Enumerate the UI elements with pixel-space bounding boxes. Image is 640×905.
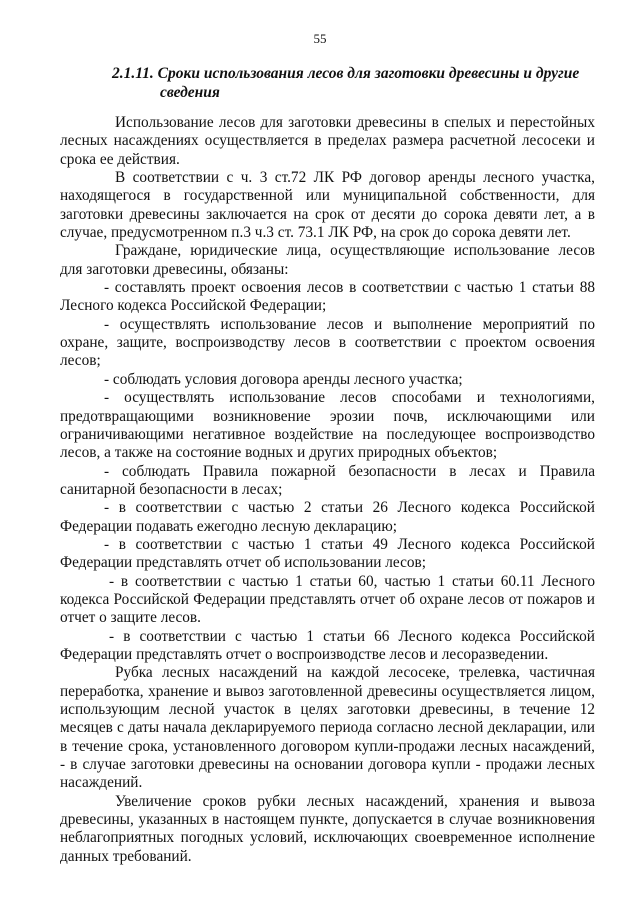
list-item: - в соответствии с частью 1 статьи 60, частью 1 статьи 60.11 Лесного кодекса Российской Федерации представлять отчет об охране лесов от пожаров и отчет о защите лесов. xyxy=(60,572,595,627)
list-item: - в соответствии с частью 2 статьи 26 Лесного кодекса Российской Федерации подавать ежегодно лесную декларацию; xyxy=(60,499,595,535)
section-heading-line2: сведения xyxy=(160,84,220,101)
list-item: - в соответствии с частью 1 статьи 49 Лесного кодекса Российской Федерации представлять отчет об использовании лесов; xyxy=(60,535,595,572)
list-item: - соблюдать Правила пожарной безопасности в лесах и Правила санитарной безопасности в лесах; xyxy=(60,462,595,498)
list-item: - осуществлять использование лесов и выполнение мероприятий по охране, защите, воспроизводству лесов в соответствии с проектом освоения лесов; xyxy=(60,315,595,370)
paragraph: В соответствии с ч. 3 ст.72 ЛК РФ договор аренды лесного участка, находящегося в государственной или муниципальной собственности, для заготовки древесины заключается на срок от десяти до сорока девяти лет, а в случае, предусмотренном п.3 ч.3 ст. 73.1 ЛК РФ, на срок до сорока девяти лет. xyxy=(60,169,595,242)
document-body xyxy=(60,114,595,866)
page-number: 55 xyxy=(313,31,327,46)
list-item: - составлять проект освоения лесов в соответствии с частью 1 статьи 88 Лесного кодекса Российской Федерации; xyxy=(60,279,595,315)
list-item: - осуществлять использование лесов способами и технологиями, предотвращающими возникновение эрозии почв, исключающими или ограничивающими негативное воздействие на последующее воспроизводство лесов, а также на состояние водных и других природных объектов; xyxy=(60,389,595,462)
paragraph: Граждане, юридические лица, осуществляющие использование лесов для заготовки древесины, обязаны: xyxy=(60,242,595,278)
paragraph: Увеличение сроков рубки лесных насаждений, хранения и вывоза древесины, указанных в настоящем пункте, допускается в случае возникновения неблагоприятных погодных условий, исключающих своевременное исполнение данных требований. xyxy=(60,792,595,865)
section-heading xyxy=(112,64,592,102)
paragraph: Рубка лесных насаждений на каждой лесосеке, трелевка, частичная переработка, хранение и вывоз заготовленной древесины осуществляется лицом, использующим лесной участок в целях заготовки древесины, в течение 12 месяцев с даты начала декларируемого периода согласно лесной декларации, или в течение срока, установленного договором купли-продажи лесных насаждений, - в случае заготовки древесины на основании договора купли - продажи лесных насаждений. xyxy=(60,664,595,792)
paragraph: Использование лесов для заготовки древесины в спелых и перестойных лесных насаждениях осуществляется в пределах размера расчетной лесосеки и срока ее действия. xyxy=(60,114,595,168)
list-item: - в соответствии с частью 1 статьи 66 Лесного кодекса Российской Федерации представлять отчет о воспроизводстве лесов и лесоразведении. xyxy=(60,627,595,663)
section-heading-line1: 2.1.11. Сроки использования лесов для заготовки древесины и другие xyxy=(112,65,580,82)
list-item: - соблюдать условия договора аренды лесного участка; xyxy=(104,370,463,388)
